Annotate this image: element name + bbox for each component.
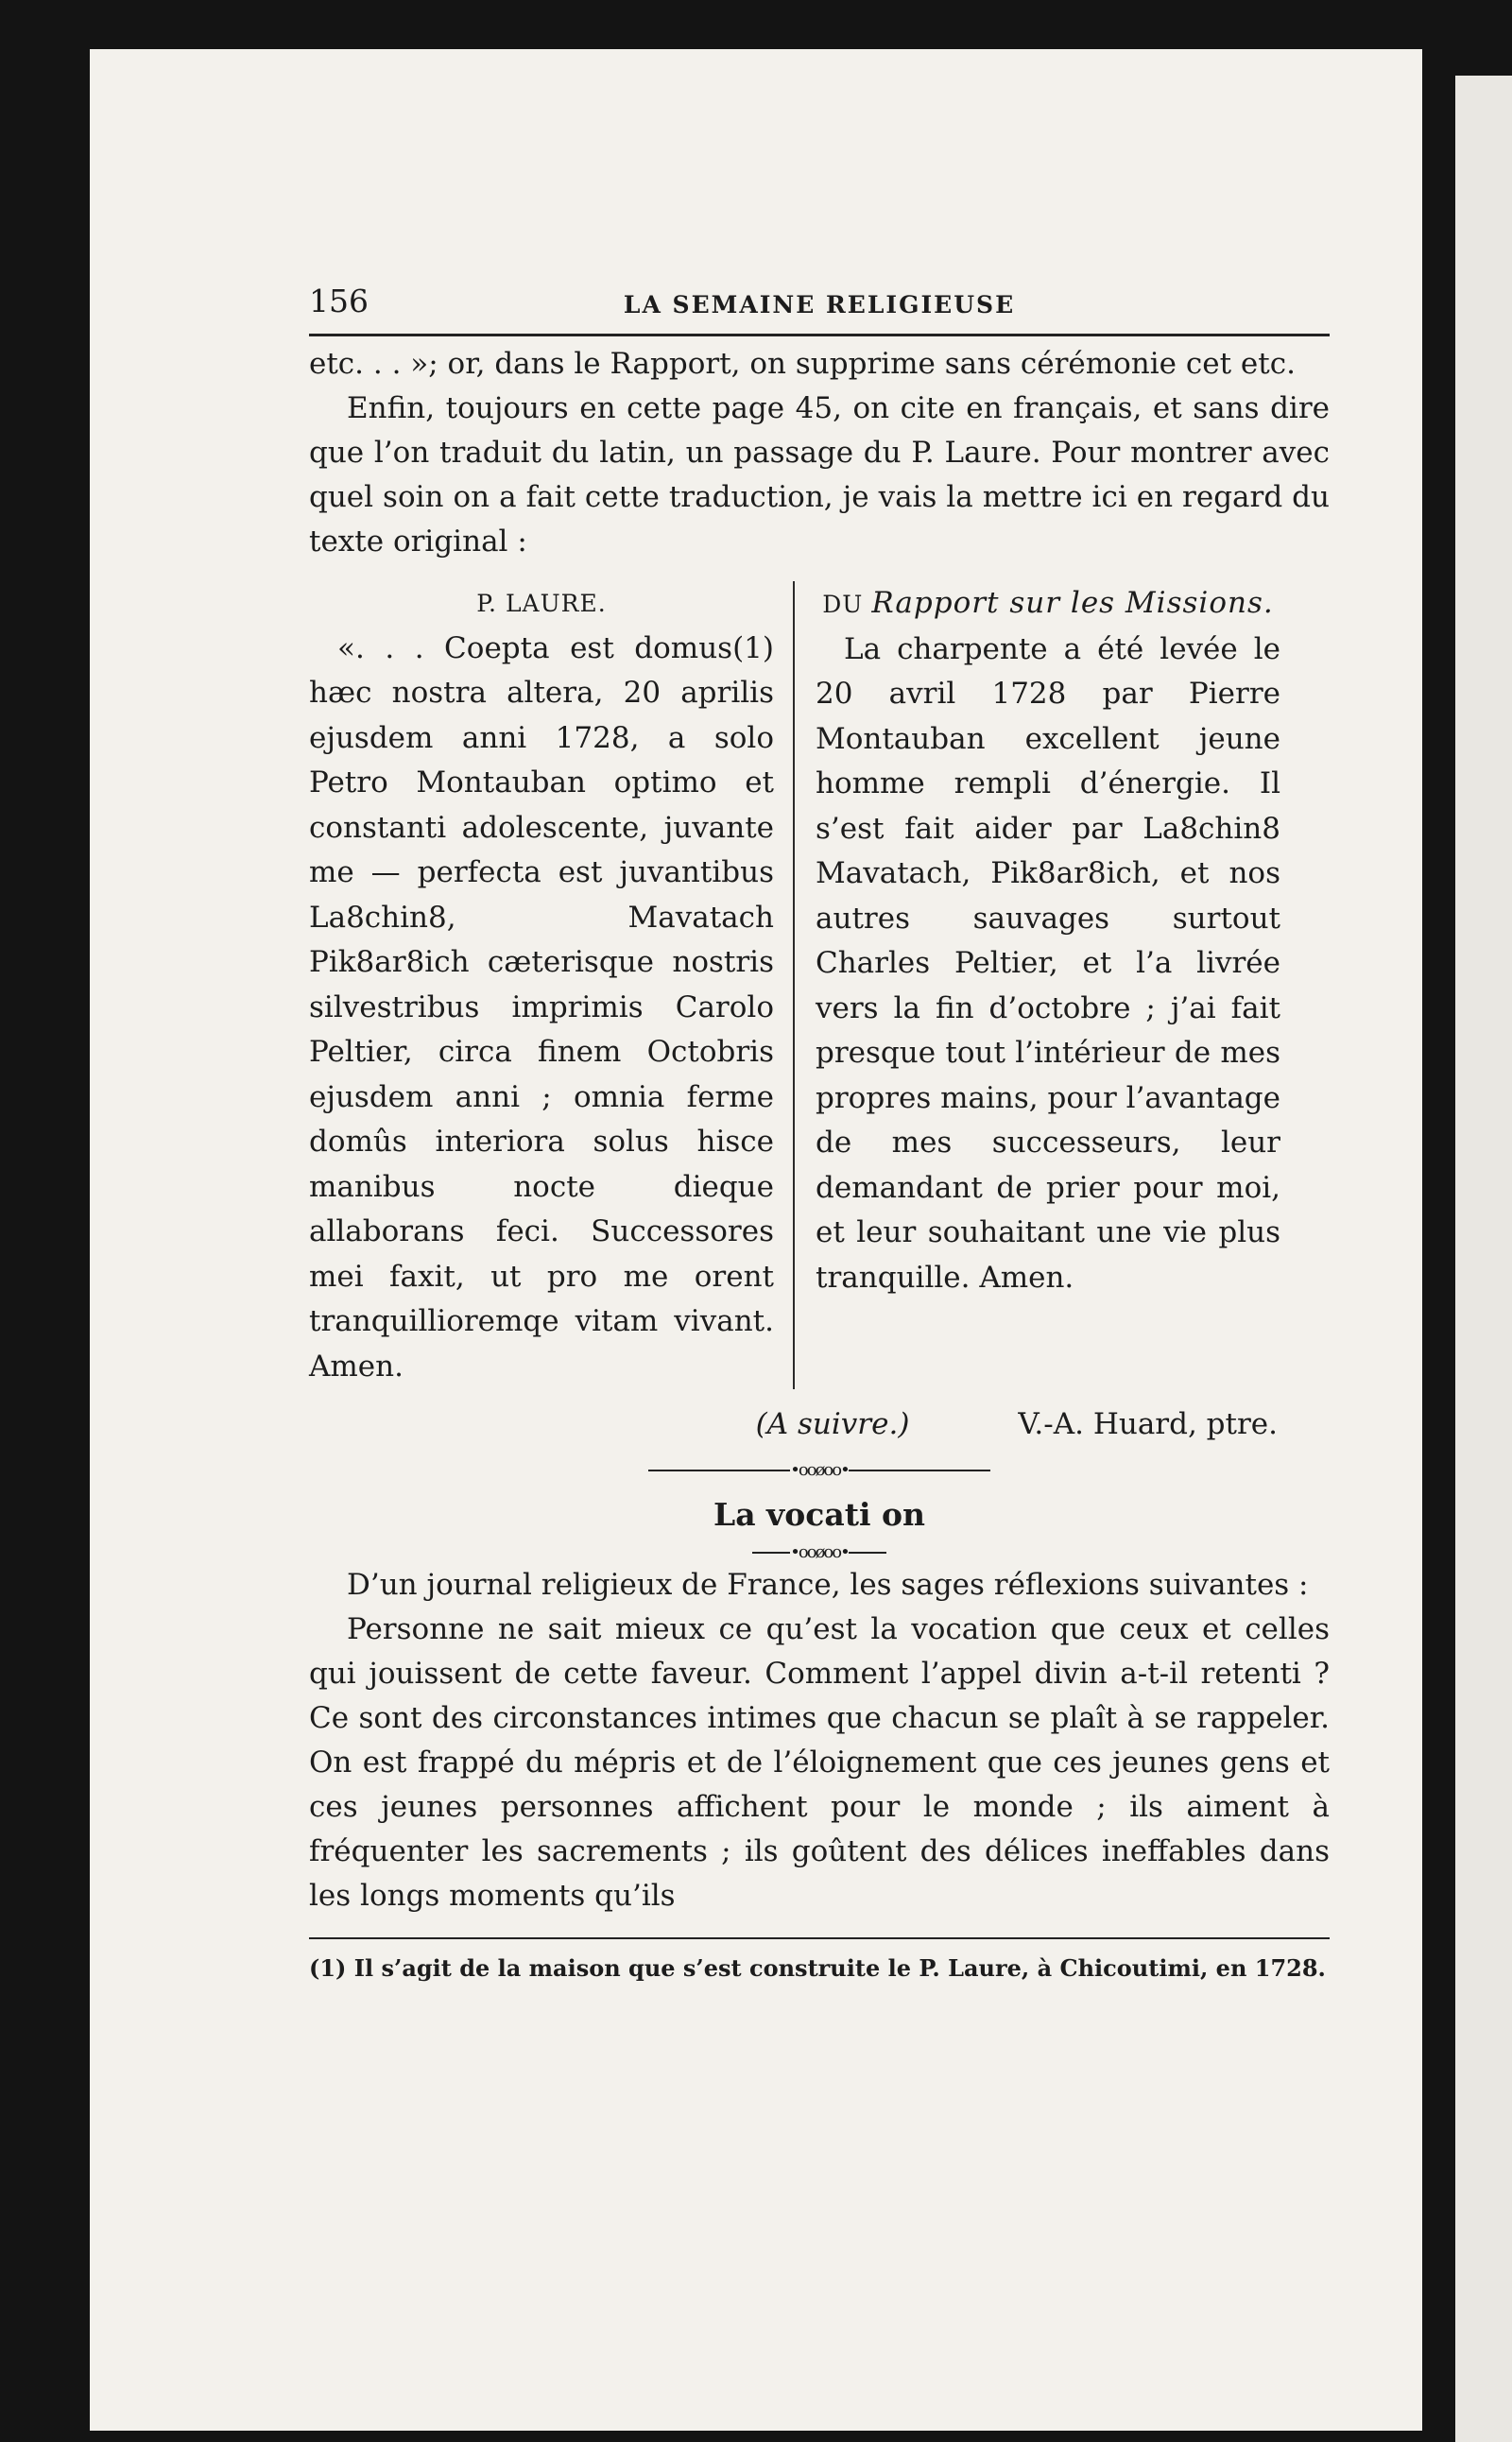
ornament-top: [309, 1460, 1330, 1481]
latin-column: [309, 581, 795, 1389]
ornament-bottom-glyph: •ooøoo•: [790, 1542, 849, 1562]
french-heading-prefix: DU: [822, 591, 864, 618]
section-intro: D’un journal religieux de France, les sages réflexions suivantes :: [347, 1568, 1309, 1602]
page-number: 156: [309, 283, 369, 319]
continuation-line: [309, 1402, 1330, 1447]
french-column-heading: [816, 581, 1280, 628]
running-title: LA SEMAINE RELIGIEUSE: [623, 291, 1016, 318]
section-text: [309, 1563, 1330, 1918]
parallel-columns: [309, 581, 1330, 1389]
latin-column-heading: P. LAURE.: [476, 590, 607, 617]
intro-text: [309, 342, 1330, 564]
french-heading-title: Rapport sur les Missions.: [871, 586, 1274, 620]
page-content: [309, 279, 1330, 1986]
author-signature: V.-A. Huard, ptre.: [1018, 1407, 1278, 1441]
section-title: La vocati on: [713, 1496, 925, 1533]
footnote-rule: [309, 1937, 1330, 1939]
latin-text: «. . . Coepta est domus(1) hæc nostra altera, 20 aprilis ejusdem anni 1728, a solo Petro Montauban optimo et constanti adolescente, juvante me — perfecta est juvantibus La8chin8, Mavatach Pik8ar8ich cæterisque nostris silvestribus imprimis Carolo Peltier, circa finem Octobris ejusdem anni ; omnia ferme domûs interiora solus hisce manibus nocte dieque allaborans feci. Successores mei faxit, ut pro me orent tranquillioremqe vitam vivant. Amen.: [309, 630, 774, 1384]
adjacent-page-edge: [1455, 76, 1512, 2442]
ornament-top-glyph: •ooøoo•: [790, 1460, 849, 1480]
ornament-bottom: [309, 1542, 1330, 1563]
section-paragraph: Personne ne sait mieux ce qu’est la vocation que ceux et celles qui jouissent de cette faveur. Comment l’appel divin a-t-il retenti ? Ce sont des circonstances intimes que chacun se plaît à se rappeler. On est frappé du mépris et de l’éloignement que ces jeunes gens et ces jeunes personnes affichent pour le monde ; ils aiment à fréquenter les sacrements ; ils goûtent des délices ineffables dans les longs moments qu’ils: [309, 1612, 1330, 1913]
french-column: [795, 581, 1280, 1389]
french-text: La charpente a été levée le 20 avril 1728 par Pierre Montauban excellent jeune homme rempli d’énergie. Il s’est fait aider par La8chin8 Mavatach, Pik8ar8ich, et nos autres sauvages surtout Charles Peltier, et l’a livrée vers la fin d’octobre ; j’ai fait presque tout l’intérieur de mes propres mains, pour l’avantage de mes successeurs, leur demandant de prier pour moi, et leur souhaitant une vie plus tranquille. Amen.: [816, 631, 1280, 1295]
to-be-continued: (A suivre.): [755, 1407, 910, 1441]
intro-paragraph-2: Enfin, toujours en cette page 45, on cite en français, et sans dire que l’on traduit du latin, un passage du P. Laure. Pour montrer avec quel soin on a fait cette traduction, je vais la mettre ici en regard du texte original :: [309, 391, 1330, 559]
footnote: (1) Il s’agit de la maison que s’est construite le P. Laure, à Chicoutimi, en 1728.: [309, 1954, 1326, 1982]
header-rule: [309, 334, 1330, 336]
running-head: [309, 279, 1330, 332]
intro-paragraph-1: etc. . . »; or, dans le Rapport, on supprime sans cérémonie cet etc.: [309, 347, 1296, 381]
